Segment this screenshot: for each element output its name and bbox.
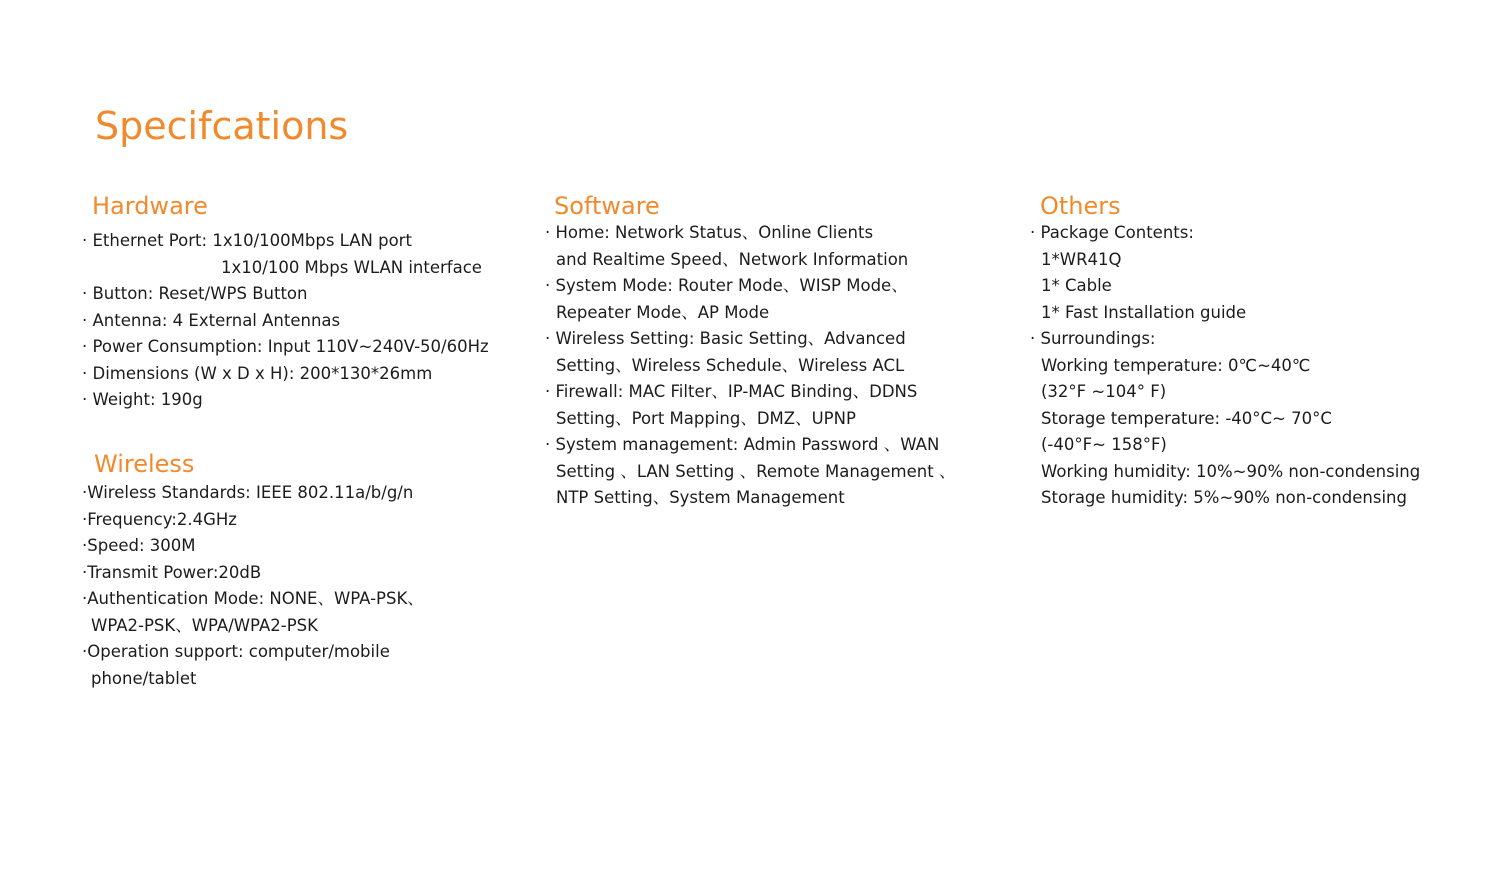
spec-line-ethernet-port: · Ethernet Port: 1x10/100Mbps LAN port xyxy=(82,231,412,250)
hardware-spec-list xyxy=(82,228,489,414)
spec-line-firewall: · Firewall: MAC Filter、IP-MAC Binding、DDNS xyxy=(545,382,918,401)
spec-line-operation-support: ·Operation support: computer/mobile xyxy=(82,642,390,661)
spec-line-surroundings: · Surroundings: xyxy=(1030,329,1156,348)
spec-line-package-contents: · Package Contents: xyxy=(1030,223,1194,242)
spec-line-system-mode-cont: Repeater Mode、AP Mode xyxy=(556,302,770,322)
wireless-section xyxy=(82,450,424,692)
spec-line-authentication: ·Authentication Mode: NONE、WPA-PSK、 xyxy=(82,589,424,608)
spec-line-button: · Button: Reset/WPS Button xyxy=(82,284,308,303)
spec-line-ethernet-port-cont: 1x10/100 Mbps WLAN interface xyxy=(221,257,482,277)
hardware-heading: Hardware xyxy=(92,192,208,220)
spec-line-authentication-cont: WPA2-PSK、WPA/WPA2-PSK xyxy=(91,615,318,635)
wireless-heading: Wireless xyxy=(94,450,195,478)
spec-line-transmit-power: ·Transmit Power:20dB xyxy=(82,562,262,582)
spec-line-weight: · Weight: 190g xyxy=(82,390,203,409)
others-spec-list xyxy=(1030,220,1420,512)
spec-line-system-management-cont-2: NTP Setting、System Management xyxy=(556,488,845,507)
spec-line-speed: ·Speed: 300M xyxy=(82,536,196,555)
hardware-section xyxy=(82,192,489,414)
spec-line-wireless-setting: · Wireless Setting: Basic Setting、Advanced xyxy=(545,329,906,348)
spec-line-package-item-guide: 1* Fast Installation guide xyxy=(1041,302,1247,322)
spec-line-package-item-cable: 1* Cable xyxy=(1041,276,1112,295)
spec-line-standards: ·Wireless Standards: IEEE 802.11a/b/g/n xyxy=(82,483,414,502)
software-section xyxy=(545,192,955,512)
others-section xyxy=(1030,192,1420,512)
spec-line-storage-temperature: Storage temperature: -40°C~ 70°C xyxy=(1041,408,1332,428)
spec-line-firewall-cont: Setting、Port Mapping、DMZ、UPNP xyxy=(556,408,856,428)
spec-line-storage-temperature-f: (-40°F~ 158°F) xyxy=(1041,435,1167,454)
spec-line-power: · Power Consumption: Input 110V~240V-50/60Hz xyxy=(82,337,489,356)
spec-line-system-management: · System management: Admin Password 、WAN xyxy=(545,435,940,454)
spec-line-storage-humidity: Storage humidity: 5%~90% non-condensing xyxy=(1041,488,1407,507)
software-heading: Software xyxy=(554,192,660,220)
spec-line-working-temperature: Working temperature: 0℃~40℃ xyxy=(1041,355,1311,375)
wireless-spec-list xyxy=(82,480,424,692)
software-spec-list xyxy=(545,220,955,512)
page-title: Specifcations xyxy=(95,104,349,148)
spec-line-working-humidity: Working humidity: 10%~90% non-condensing xyxy=(1041,461,1421,481)
spec-line-home: · Home: Network Status、Online Clients xyxy=(545,223,874,242)
others-heading: Others xyxy=(1040,192,1121,220)
spec-line-frequency: ·Frequency:2.4GHz xyxy=(82,509,237,529)
spec-line-home-cont: and Realtime Speed、Network Information xyxy=(556,249,909,269)
spec-line-package-item-router: 1*WR41Q xyxy=(1041,249,1122,269)
spec-line-antenna: · Antenna: 4 External Antennas xyxy=(82,310,341,330)
spec-line-working-temperature-f: (32°F ~104° F) xyxy=(1041,382,1167,401)
spec-line-system-mode: · System Mode: Router Mode、WISP Mode、 xyxy=(545,276,908,295)
spec-line-dimensions: · Dimensions (W x D x H): 200*130*26mm xyxy=(82,363,433,383)
spec-line-system-management-cont-1: Setting 、LAN Setting 、Remote Management 、 xyxy=(556,461,956,481)
spec-line-operation-support-cont: phone/tablet xyxy=(91,668,197,688)
spec-line-wireless-setting-cont: Setting、Wireless Schedule、Wireless ACL xyxy=(556,355,905,375)
